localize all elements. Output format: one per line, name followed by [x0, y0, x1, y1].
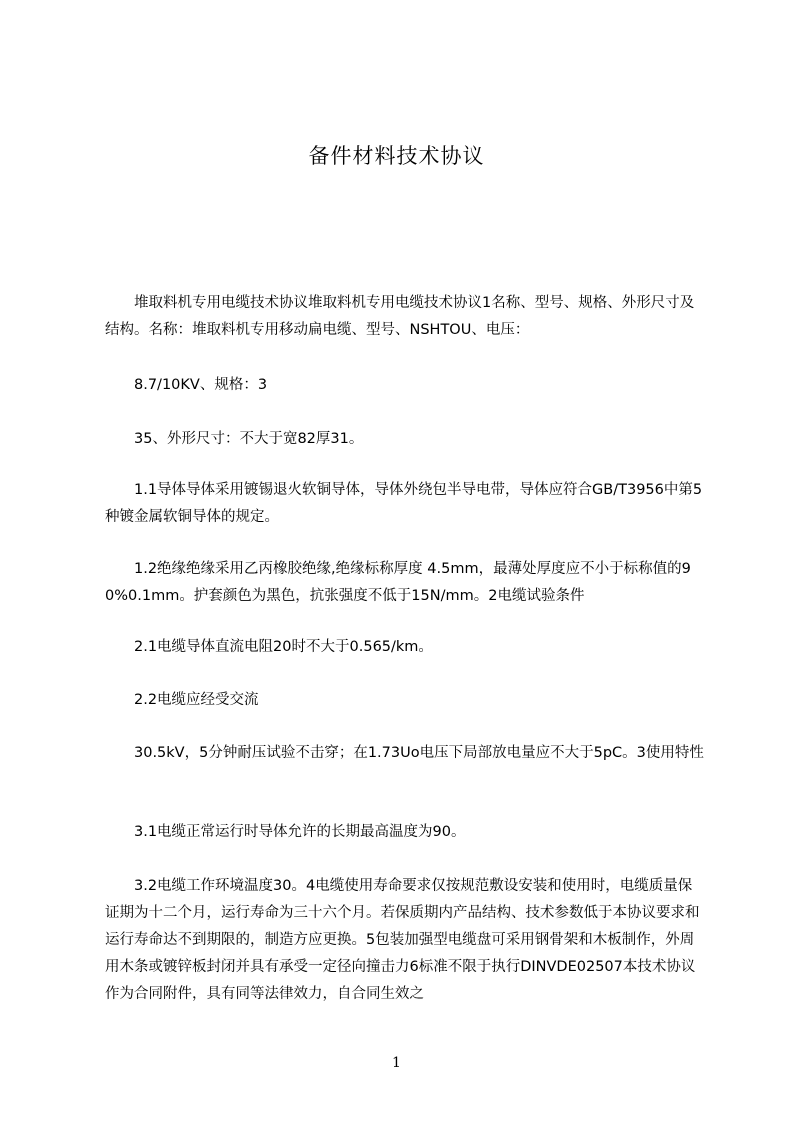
- page-title: 备件材料技术协议: [308, 144, 485, 168]
- paragraph-section-3-2: 3.2电缆工作环境温度30。4电缆使用寿命要求仅按规范敷设安装和使用时，电缆质量保证期为十二个月，运行寿命为三十六个月。若保质期内产品结构、技术参数低于本协议要求和运行寿命达不到期限的，制造方应更换。5包装加强型电缆盘可采用钢骨架和木板制作，外周用木条或镀锌板封闭并具有承受一定径向撞击力6标准不限于执行DINVDE02507本技术协议作为合同附件，具有同等法律效力，自合同生效之: [105, 878, 700, 1002]
- paragraph-section-2-1: 2.1电缆导体直流电阻20时不大于0.565/km。: [105, 639, 433, 655]
- paragraph-section-3-1: 3.1电缆正常运行时导体允许的长期最高温度为90。: [105, 824, 466, 840]
- paragraph-section-2-2: 2.2电缆应经受交流: [105, 692, 259, 708]
- paragraph-intro: 堆取料机专用电缆技术协议堆取料机专用电缆技术协议1名称、型号、规格、外形尺寸及结构。名称：堆取料机专用移动扁电缆、型号、NSHTOU、电压：: [105, 295, 695, 338]
- page-number: 1: [392, 1055, 401, 1071]
- paragraph-voltage: 8.7/10KV、规格：3: [105, 377, 268, 393]
- paragraph-dimensions: 35、外形尺寸：不大于宽82厚31。: [105, 431, 364, 447]
- paragraph-section-1-1: 1.1导体导体采用镀锡退火软铜导体，导体外绕包半导电带，导体应符合GB/T3956中第5种镀金属软铜导体的规定。: [105, 482, 703, 525]
- paragraph-voltage-test: 30.5kV，5分钟耐压试验不击穿；在1.73Uo电压下局部放电量应不大于5pC。3使用特性: [105, 745, 704, 761]
- paragraph-section-1-2: 1.2绝缘绝缘采用乙丙橡胶绝缘,绝缘标称厚度 4.5mm，最薄处厚度应不小于标称值的90%0.1mm。护套颜色为黑色，抗张强度不低于15N/mm。2电缆试验条件: [105, 561, 691, 604]
